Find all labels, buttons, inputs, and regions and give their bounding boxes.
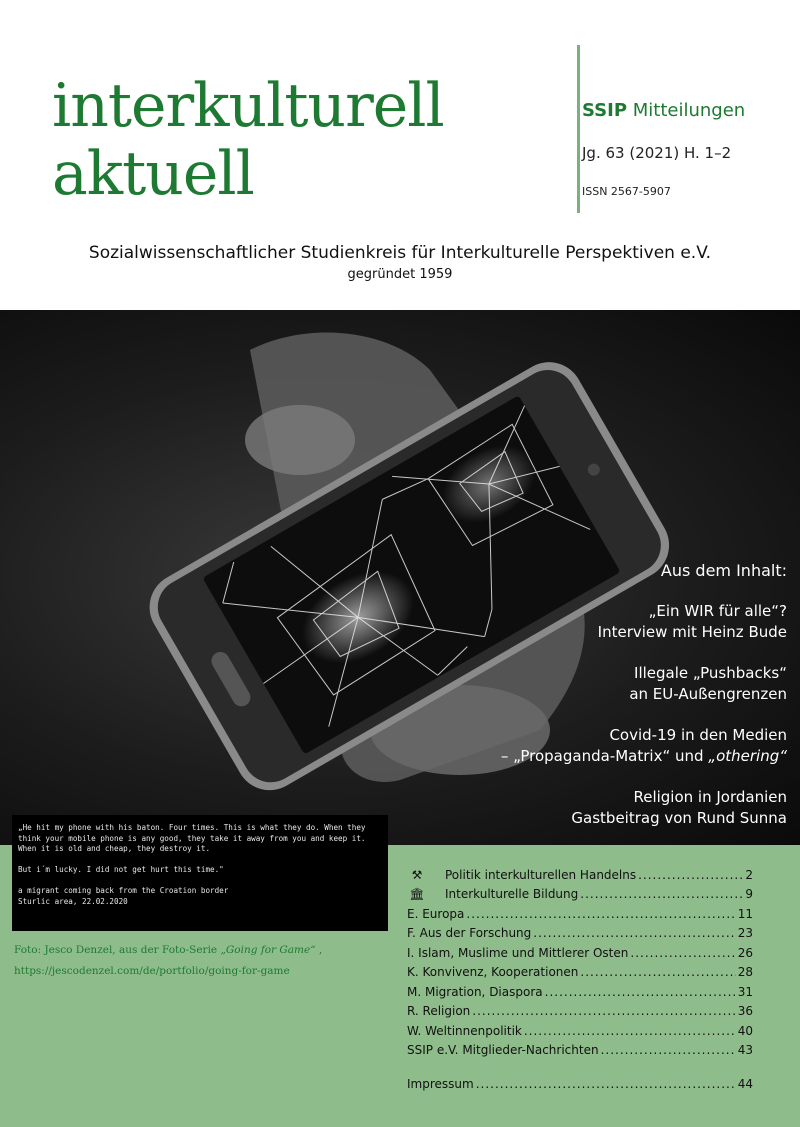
toc-label-wrap [407, 887, 578, 901]
founded-label: gegründet 1959 [347, 267, 453, 282]
teaser-line: Gastbeitrag von Rund Sunna [571, 809, 787, 827]
teaser-line: „Ein WIR für alle“? [648, 602, 787, 620]
teaser-line [457, 746, 787, 767]
title-line-1: interkulturell [52, 71, 444, 141]
teaser-item [457, 725, 787, 767]
toc-leader [476, 1077, 736, 1091]
toc-row[interactable] [407, 1038, 753, 1058]
teaser-text: – „Propaganda-Matrix“ und [500, 747, 709, 765]
toc-page: 40 [737, 1023, 753, 1038]
toc-page: 36 [737, 1004, 753, 1018]
contents-heading: Aus dem Inhalt: [660, 561, 787, 580]
teaser-line: Covid-19 in den Medien [609, 726, 787, 744]
toc-page: 23 [737, 926, 753, 940]
toc-row[interactable] [407, 1071, 753, 1091]
toc-label: E. Europa [407, 906, 465, 921]
toc-leader [472, 1004, 735, 1018]
credit-prefix: Foto: Jesco Denzel, aus der Foto-Serie [14, 944, 221, 956]
cover-photo [0, 310, 800, 845]
teaser-italic: „othering“ [708, 747, 787, 765]
toc-leader [533, 926, 735, 940]
toc-row[interactable] [407, 940, 753, 960]
toc-row[interactable] [407, 1018, 753, 1038]
toc-label: R. Religion [407, 1004, 471, 1018]
toc-page: 44 [737, 1076, 753, 1091]
toc-row[interactable] [407, 999, 753, 1019]
toc-page: 26 [737, 945, 753, 960]
toc-leader [601, 1043, 736, 1057]
toc-page: 11 [737, 906, 753, 921]
credit-url[interactable]: https://jescodenzel.com/de/portfolio/going-for-game [14, 965, 290, 977]
issn-label: ISSN 2567-5907 [582, 185, 671, 198]
toc-row[interactable] [407, 901, 753, 921]
credit-series: „Going for Game“ [220, 944, 316, 956]
toc-page: 9 [745, 887, 753, 901]
title-line-2: aktuell [52, 139, 254, 209]
teaser-item [457, 601, 787, 643]
toc-row[interactable] [407, 862, 753, 882]
table-of-contents [407, 862, 753, 1091]
ssip-label [582, 100, 745, 121]
toc-label-wrap [407, 868, 636, 882]
teaser-item [457, 787, 787, 829]
toc-leader [580, 887, 743, 901]
ssip-rest: Mitteilungen [627, 100, 746, 121]
toc-leader [466, 907, 735, 921]
contents-teaser [457, 560, 787, 845]
toc-leader [545, 985, 736, 999]
toc-spacer [407, 1057, 753, 1071]
toc-page: 31 [737, 984, 753, 999]
quote-text: „He hit my phone with his baton. Four times. This is what they do. When they think your mobile phone is any good, they take it away from you and keep it. When it is old and cheap, they destroy it. But i´m lucky. I did not get hurt this time." a migrant coming back from the Croation border Sturlic area, 22.02.2020 [18, 823, 366, 906]
toc-row[interactable] [407, 960, 753, 980]
teaser-line: Illegale „Pushbacks“ [634, 664, 787, 682]
header-divider [577, 45, 580, 213]
teaser-line: an EU-Außengrenzen [629, 685, 787, 703]
issue-label: Jg. 63 (2021) H. 1–2 [582, 144, 732, 162]
toc-label: Interkulturelle Bildung [445, 887, 579, 901]
toc-leader [580, 965, 735, 979]
toc-leader [524, 1024, 736, 1038]
toc-row[interactable] [407, 882, 753, 902]
magazine-title [52, 72, 444, 208]
photo-credit [14, 940, 322, 982]
credit-line [14, 940, 322, 961]
building-icon: 🏛 [409, 887, 425, 901]
toc-row[interactable] [407, 979, 753, 999]
toc-page: 28 [737, 965, 753, 979]
quote-box [12, 815, 388, 931]
teaser-line: Religion in Jordanien [633, 788, 787, 806]
teaser-item [457, 663, 787, 705]
toc-label: K. Konvivenz, Kooperationen [407, 965, 579, 979]
toc-label: Impressum [407, 1076, 474, 1091]
toc-label: SSIP e.V. Mitglieder-Nachrichten [407, 1043, 599, 1057]
toc-row[interactable] [407, 921, 753, 941]
credit-suffix: , [315, 944, 323, 956]
tools-icon: ⚒ [411, 867, 423, 882]
toc-label: W. Weltinnenpolitik [407, 1023, 522, 1038]
teaser-line: Interview mit Heinz Bude [597, 623, 787, 641]
toc-label: Politik interkulturellen Handelns [445, 867, 637, 882]
toc-label: M. Migration, Diaspora [407, 984, 543, 999]
toc-label: I. Islam, Muslime und Mittlerer Osten [407, 945, 629, 960]
organization-name: Sozialwissenschaftlicher Studienkreis für Interkulturelle Perspektiven e.V. [88, 243, 712, 263]
toc-page: 2 [745, 867, 753, 882]
toc-leader [630, 946, 735, 960]
toc-page: 43 [737, 1043, 753, 1057]
ssip-bold: SSIP [582, 100, 628, 121]
toc-leader [638, 868, 743, 882]
toc-label: F. Aus der Forschung [407, 926, 532, 940]
